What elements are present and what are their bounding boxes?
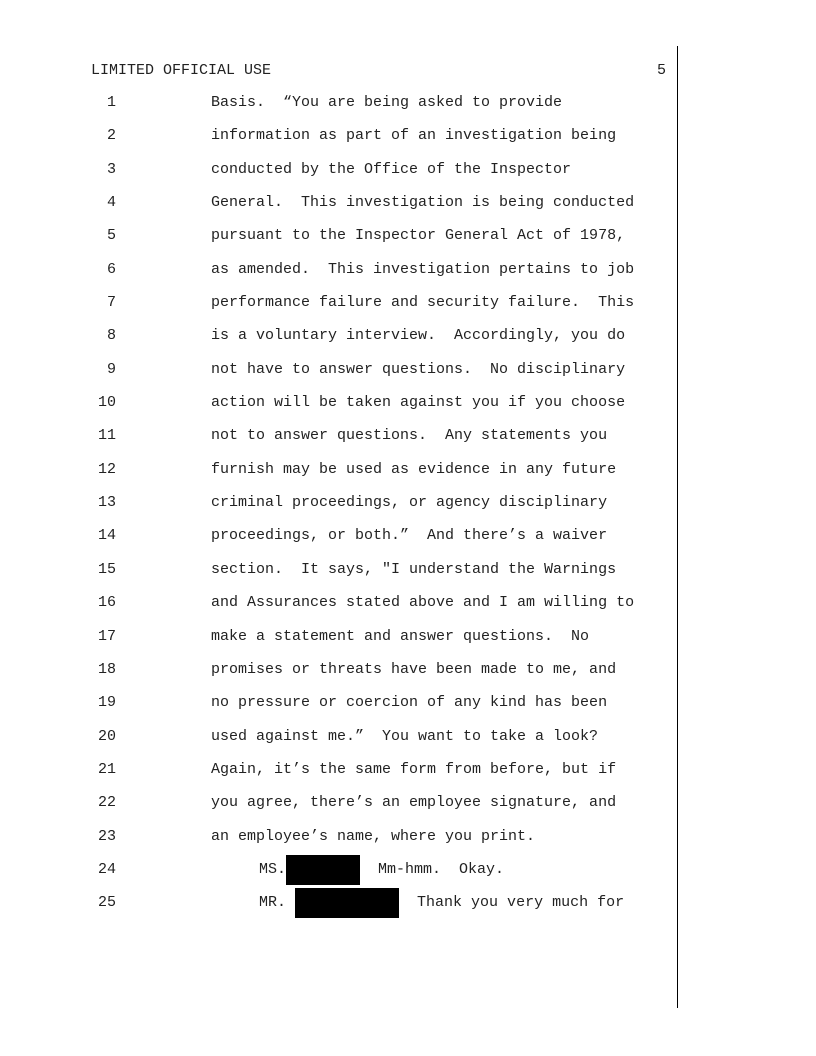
transcript-line [0, 894, 816, 927]
transcript-body [0, 94, 816, 928]
line-text: not to answer questions. Any statements you [211, 427, 608, 445]
transcript-line [0, 127, 816, 160]
line-number: 4 [106, 194, 116, 212]
line-number: 6 [106, 260, 116, 278]
transcript-line [0, 461, 816, 494]
line-text: performance failure and security failure. This [211, 294, 635, 312]
line-text: conducted by the Office of the Inspector [211, 160, 572, 178]
line-number: 17 [97, 627, 116, 645]
transcript-line [0, 661, 816, 694]
transcript-line [0, 294, 816, 327]
line-text: Mm-hmm. Okay. [378, 860, 505, 878]
transcript-line [0, 94, 816, 127]
transcript-line [0, 194, 816, 227]
line-number: 14 [97, 527, 116, 545]
transcript-line [0, 394, 816, 427]
line-text: you agree, there’s an employee signature, and [211, 794, 617, 812]
line-text: Again, it’s the same form from before, but if [211, 760, 617, 778]
transcript-line [0, 594, 816, 627]
line-text: information as part of an investigation being [211, 127, 617, 145]
line-number: 19 [97, 694, 116, 712]
line-text: Thank you very much for [417, 894, 625, 912]
line-text: Basis. “You are being asked to provide [211, 94, 563, 111]
transcript-line [0, 327, 816, 360]
line-number: 2 [106, 127, 116, 145]
speaker-line [259, 894, 624, 918]
transcript-line [0, 561, 816, 594]
transcript-line [0, 828, 816, 861]
line-number: 24 [97, 860, 116, 878]
transcript-line [0, 694, 816, 727]
speaker-line [259, 861, 504, 885]
line-number: 3 [106, 160, 116, 178]
line-text: action will be taken against you if you choose [211, 394, 626, 412]
line-text: General. This investigation is being conducted [211, 194, 635, 212]
line-text: used against me.” You want to take a look? [211, 727, 599, 745]
line-number: 21 [97, 760, 116, 778]
transcript-line [0, 161, 816, 194]
line-number: 22 [97, 794, 116, 812]
redaction-block [286, 855, 360, 885]
line-text: as amended. This investigation pertains to job [211, 260, 635, 278]
line-number: 1 [106, 94, 116, 111]
line-number: 23 [97, 827, 116, 845]
transcript-line [0, 527, 816, 560]
line-number: 20 [97, 727, 116, 745]
line-number: 25 [97, 894, 116, 912]
transcript-line [0, 227, 816, 260]
line-text: make a statement and answer questions. No [211, 627, 590, 645]
line-text: proceedings, or both.” And there’s a waiver [211, 527, 608, 545]
transcript-line [0, 794, 816, 827]
line-text: criminal proceedings, or agency disciplinary [211, 494, 608, 512]
transcript-line [0, 261, 816, 294]
transcript-line [0, 427, 816, 460]
line-number: 5 [106, 227, 116, 245]
line-number: 8 [106, 327, 116, 345]
line-text: furnish may be used as evidence in any future [211, 460, 617, 478]
line-number: 11 [97, 427, 116, 445]
transcript-line [0, 628, 816, 661]
line-text: section. It says, "I understand the Warnings [211, 560, 617, 578]
line-text: no pressure or coercion of any kind has been [211, 694, 608, 712]
page-number: 5 [656, 62, 666, 79]
line-text: is a voluntary interview. Accordingly, you do [211, 327, 626, 345]
line-number: 16 [97, 594, 116, 612]
classification-header: LIMITED OFFICIAL USE [91, 62, 272, 79]
line-number: 15 [97, 560, 116, 578]
transcript-line [0, 494, 816, 527]
line-text: an employee’s name, where you print. [211, 827, 536, 845]
line-number: 13 [97, 494, 116, 512]
transcript-line [0, 361, 816, 394]
redaction-block [295, 888, 399, 918]
line-text: promises or threats have been made to me, and [211, 660, 617, 678]
line-number: 9 [106, 360, 116, 378]
line-number: 10 [97, 394, 116, 412]
transcript-line [0, 861, 816, 894]
transcript-line [0, 728, 816, 761]
line-text: and Assurances stated above and I am willing to [211, 594, 635, 612]
transcript-line [0, 761, 816, 794]
line-text: pursuant to the Inspector General Act of 1978, [211, 227, 626, 245]
line-number: 12 [97, 460, 116, 478]
speaker-label: MR. [259, 894, 287, 912]
line-number: 18 [97, 660, 116, 678]
line-number: 7 [106, 294, 116, 312]
speaker-label: MS. [259, 860, 287, 878]
line-text: not have to answer questions. No disciplinary [211, 360, 626, 378]
